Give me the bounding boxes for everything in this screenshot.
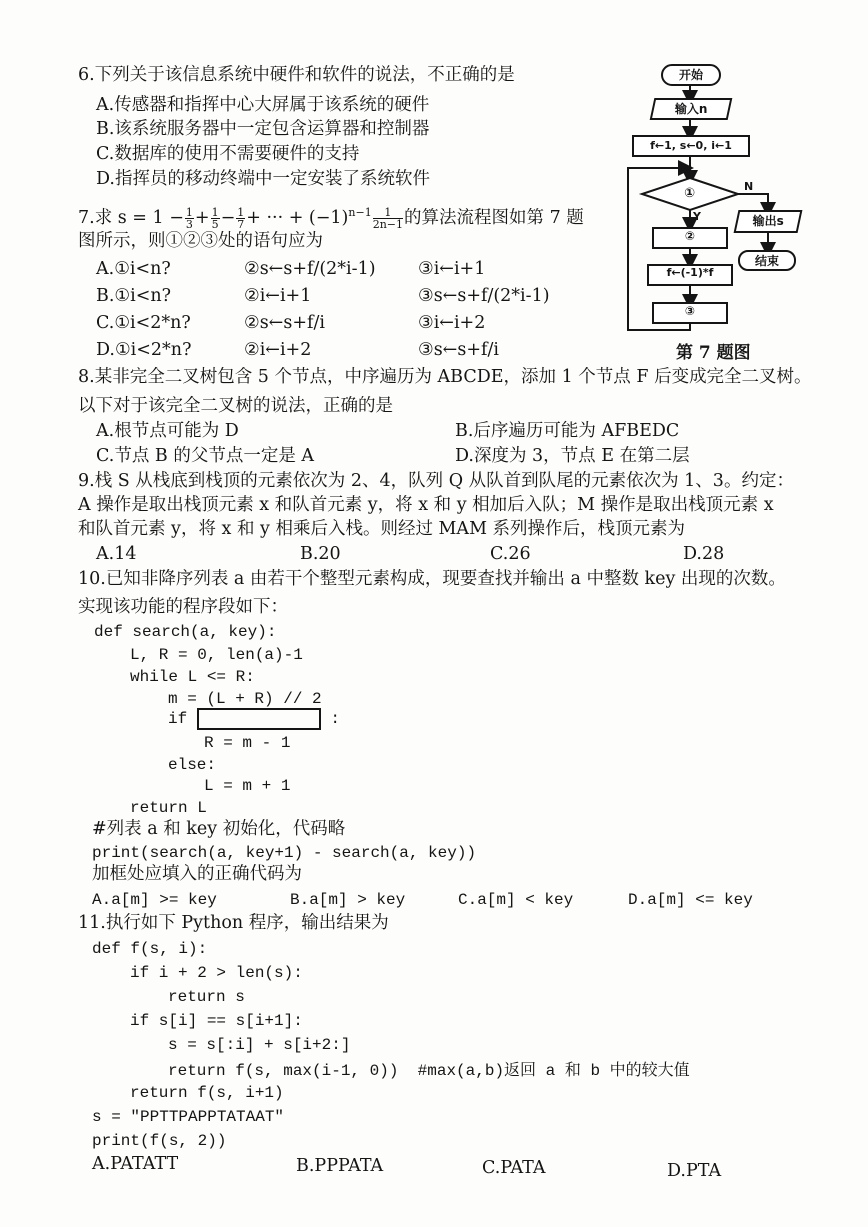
q9-line3: 和队首元素 y，将 x 和 y 相乘后入栈。则经过 MAM 系列操作后，栈顶元素为: [78, 519, 686, 539]
q7-stem: [78, 198, 584, 233]
q11-code-line2: if i + 2 > len(s):: [130, 964, 303, 982]
q7-row-a-1: A.①i<n?: [96, 259, 171, 279]
q11-option-c: C.PATA: [482, 1158, 546, 1178]
q6-stem: 6.下列关于该信息系统中硬件和软件的说法，不正确的是: [78, 65, 515, 85]
q8-stem-line2: 以下对于该完全二叉树的说法，正确的是: [78, 396, 393, 416]
q11-option-b: B.PPPATA: [296, 1156, 384, 1176]
q6-option-b: B.该系统服务器中一定包含运算器和控制器: [96, 119, 430, 139]
q11-code-line8: s = "PPTTPAPPTATAAT": [92, 1108, 285, 1126]
q10-ask: 加框处应填入的正确代码为: [92, 864, 302, 884]
q7-fraction-3: $\frac{1}{7}$: [237, 205, 245, 231]
q7-row-d-1: D.①i<2*n?: [96, 340, 192, 360]
q7-row-c-1: C.①i<2*n?: [96, 313, 191, 333]
q7-row-c-2: ②s←s+f/i: [244, 313, 325, 333]
q7-row-a-2: ②s←s+f/(2*i-1): [244, 259, 376, 279]
q8-option-d: D.深度为 3，节点 E 在第二层: [455, 446, 690, 466]
flowchart-init: f←1, s←0, i←1: [632, 135, 750, 157]
flowchart-input: 输入n: [650, 98, 733, 120]
q10-option-a: A.a[m] >= key: [92, 891, 217, 909]
q7-exponent: n−1: [348, 206, 372, 219]
q7-plus: +: [194, 207, 210, 228]
q11-option-d: D.PTA: [667, 1161, 722, 1181]
q7-row-d-2: ②i←i+2: [244, 340, 312, 360]
q10-code-line4: m = (L + R) // 2: [168, 690, 322, 708]
flowchart-start: 开始: [661, 64, 721, 86]
q7-stem-prefix: 7.求 s = 1 −: [78, 207, 184, 228]
q7-series-mid: + ··· + (−1): [246, 207, 349, 228]
flowchart-end: 结束: [738, 250, 796, 271]
q7-stem-line2: 图所示，则①②③处的语句应为: [78, 231, 323, 251]
q11-code-line9: print(f(s, 2)): [92, 1132, 227, 1150]
q11-code-line3: return s: [168, 988, 245, 1006]
q11-code-line1: def f(s, i):: [92, 940, 208, 958]
q10-code-line9: return L: [130, 799, 207, 817]
q11-option-a: A.PATATT: [92, 1154, 179, 1174]
q9-option-d: D.28: [683, 544, 725, 564]
q7-row-b-1: B.①i<n?: [96, 286, 172, 306]
flowchart-box-3: ③: [652, 302, 728, 324]
q9-option-c: C.26: [490, 544, 531, 564]
q8-option-a: A.根节点可能为 D: [96, 421, 239, 441]
q10-option-c: C.a[m] < key: [458, 891, 574, 909]
q11-code-line4: if s[i] == s[i+1]:: [130, 1012, 303, 1030]
q8-option-c: C.节点 B 的父节点一定是 A: [96, 446, 315, 466]
q9-option-a: A.14: [96, 544, 137, 564]
flowchart-no-label: N: [744, 180, 754, 193]
q7-minus: −: [220, 207, 236, 228]
q10-line2: 实现该功能的程序段如下：: [78, 597, 288, 617]
flowchart-condition: ①: [684, 186, 696, 201]
q10-code-line5: if :: [168, 708, 340, 730]
q10-code-line2: L, R = 0, len(a)-1: [130, 646, 303, 664]
q11-code-line7: return f(s, i+1): [130, 1084, 284, 1102]
q10-code-line7: else:: [168, 756, 217, 774]
q6-option-d: D.指挥员的移动终端中一定安装了系统软件: [96, 169, 430, 189]
q7-row-a-3: ③i←i+1: [418, 259, 486, 279]
q8-stem: 8.某非完全二叉树包含 5 个节点，中序遍历为 ABCDE，添加 1 个节点 F 后变成完全二叉树。: [78, 367, 812, 387]
q7-stem-suffix: 的算法流程图如第 7 题: [404, 207, 584, 228]
q7-row-b-2: ②i←i+1: [244, 286, 312, 306]
q11-code-line6: return f(s, max(i-1, 0)) #max(a,b)返回 a 和 b 中的较大值: [168, 1062, 690, 1080]
flowchart-box-2: ②: [652, 227, 728, 249]
q10-option-b: B.a[m] > key: [290, 891, 406, 909]
q8-option-b: B.后序遍历可能为 AFBEDC: [455, 421, 680, 441]
q10-code-line3: while L <= R:: [130, 668, 255, 686]
q10-line1: 10.已知非降序列表 a 由若干个整型元素构成，现要查找并输出 a 中整数 key 出现的次数。: [78, 569, 786, 589]
q11-stem: 11.执行如下 Python 程序，输出结果为: [78, 913, 389, 933]
q7-caption: 第 7 题图: [676, 343, 751, 363]
q7-row-b-3: ③s←s+f/(2*i-1): [418, 286, 550, 306]
q7-fraction-1: $\frac{1}{3}$: [185, 205, 193, 231]
q6-option-a: A.传感器和指挥中心大屏属于该系统的硬件: [96, 95, 430, 115]
q7-fraction-4: $\frac{1}{2n-1}$: [372, 205, 404, 231]
flowchart-update: f←(-1)*f: [647, 264, 733, 286]
q10-option-d: D.a[m] <= key: [628, 891, 753, 909]
q10-code-line1: def search(a, key):: [94, 623, 277, 641]
q9-line1: 9.栈 S 从栈底到栈顶的元素依次为 2、4，队列 Q 从队首到队尾的元素依次为 1、3。约定：: [78, 471, 794, 491]
q9-option-b: B.20: [300, 544, 341, 564]
q10-comment: #列表 a 和 key 初始化，代码略: [92, 819, 346, 839]
flowchart-output: 输出s: [734, 210, 803, 233]
q7-row-d-3: ③s←s+f/i: [418, 340, 499, 360]
q9-line2: A 操作是取出栈顶元素 x 和队首元素 y，将 x 和 y 相加后入队；M 操作是取出栈顶元素 x: [78, 495, 774, 515]
q10-answer-box: [197, 708, 321, 730]
q7-fraction-2: $\frac{1}{5}$: [211, 205, 219, 231]
q11-code-line5: s = s[:i] + s[i+2:]: [168, 1036, 351, 1054]
q10-code-line8: L = m + 1: [204, 777, 291, 795]
q10-code-line6: R = m - 1: [204, 734, 291, 752]
q6-option-c: C.数据库的使用不需要硬件的支持: [96, 144, 360, 164]
q7-row-c-3: ③i←i+2: [418, 313, 486, 333]
q10-print: print(search(a, key+1) - search(a, key)): [92, 844, 477, 862]
flowchart-yes-label: Y: [693, 210, 701, 223]
